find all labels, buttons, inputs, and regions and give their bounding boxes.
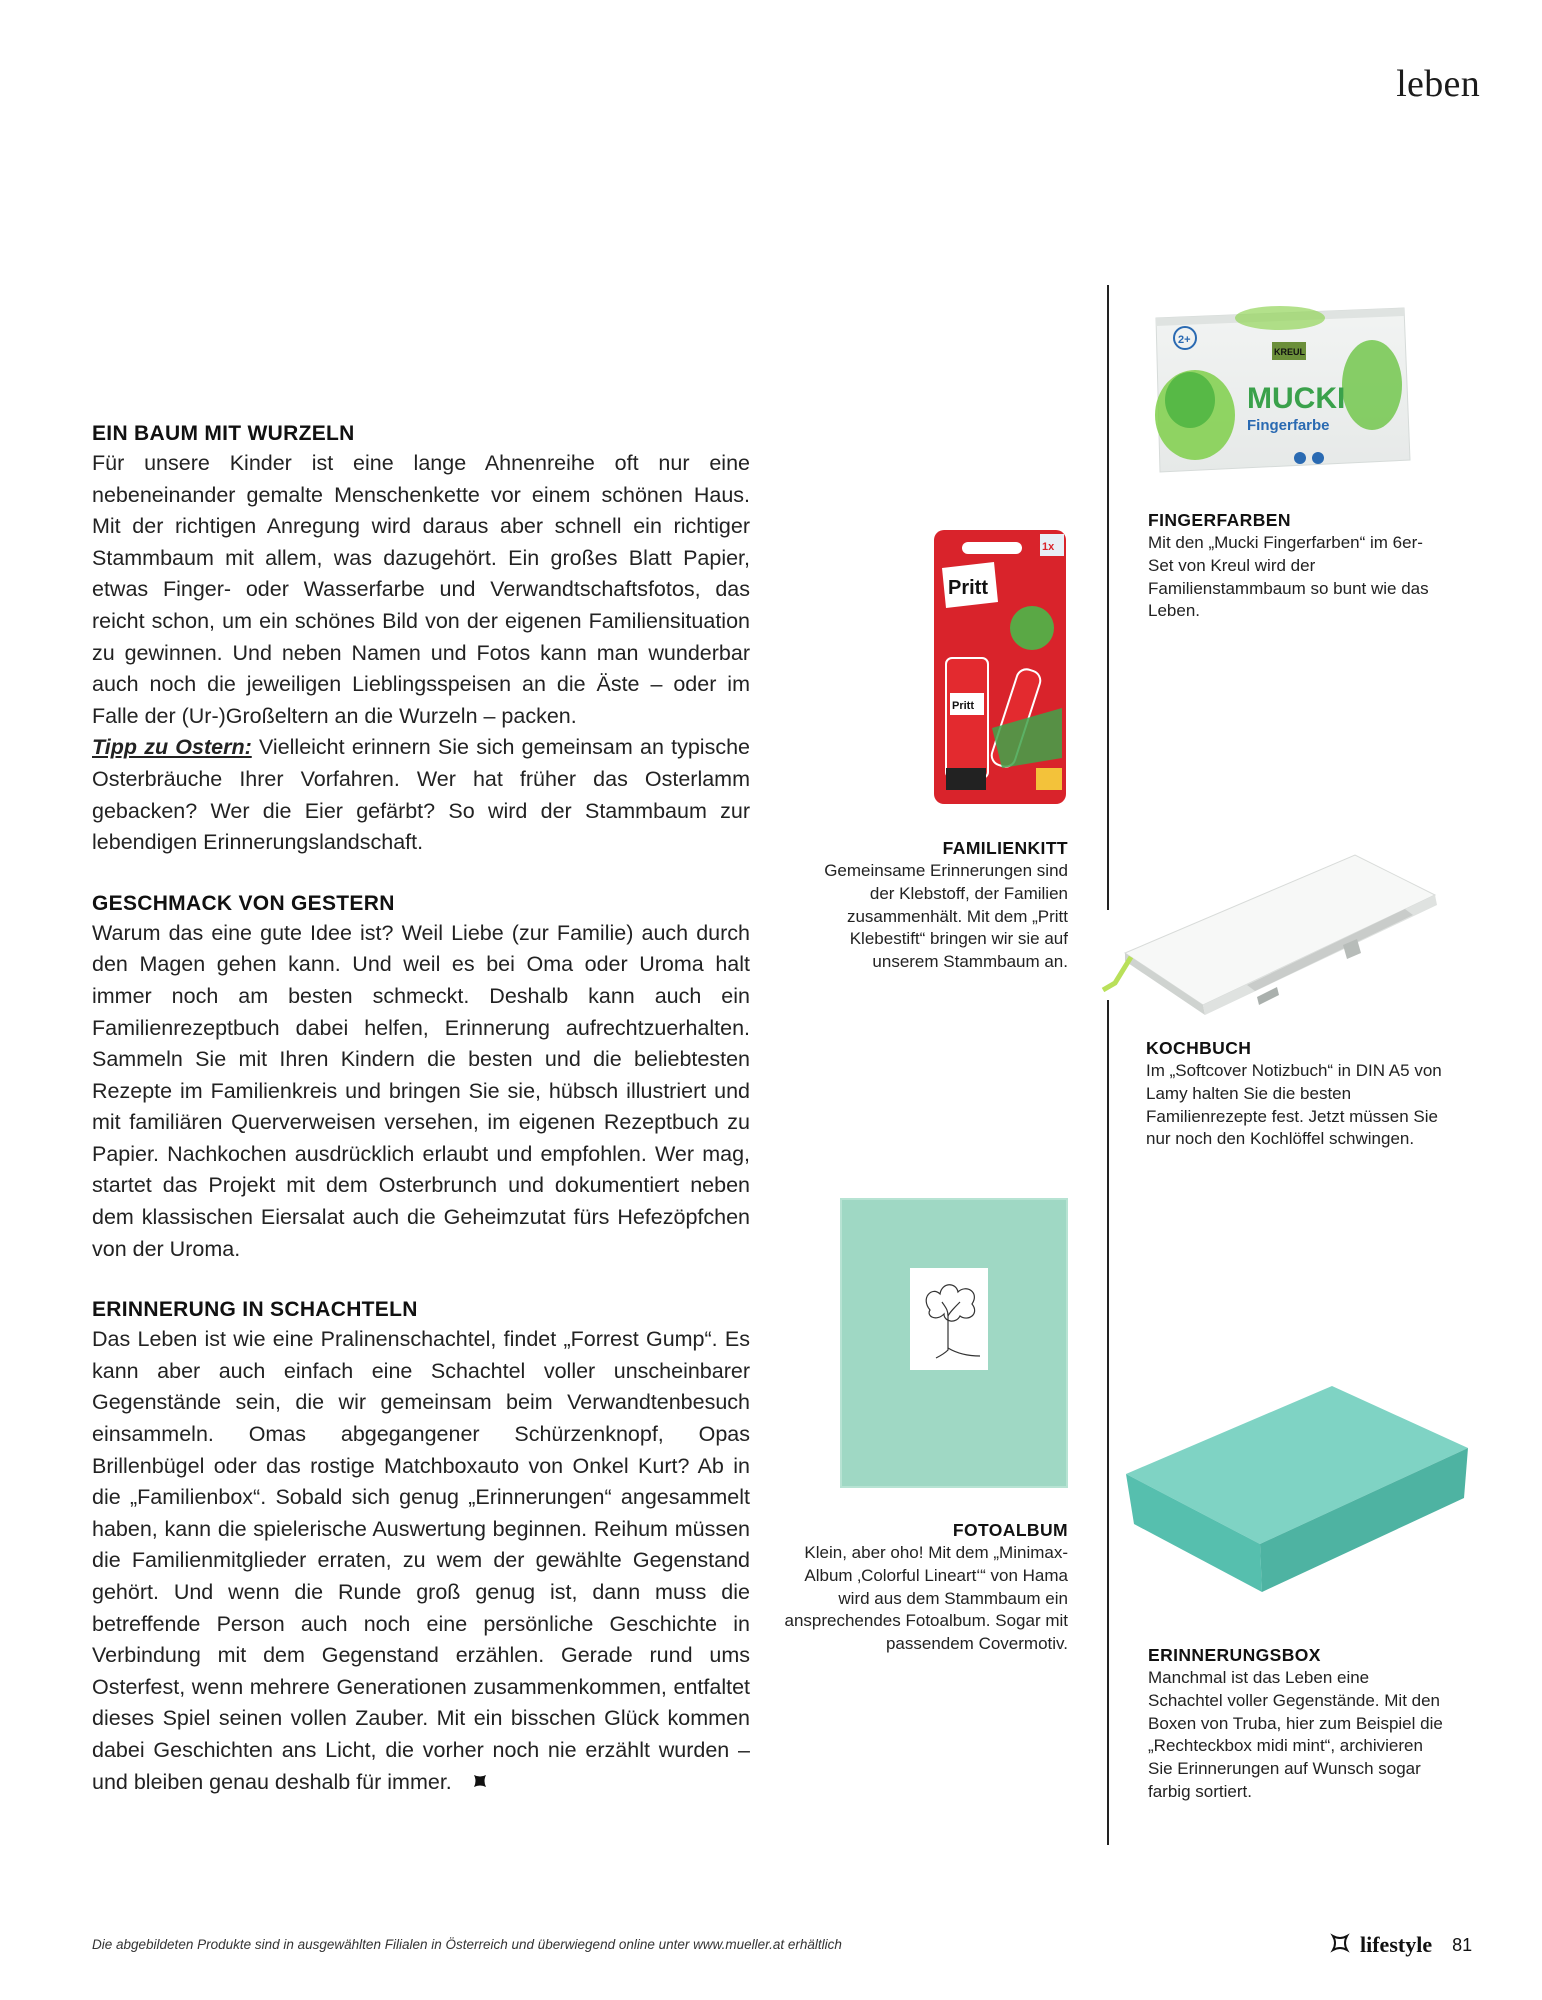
svg-text:2+: 2+ xyxy=(1178,334,1191,346)
magazine-brand xyxy=(1330,1932,1472,1958)
kochbuch-caption xyxy=(1146,1036,1446,1151)
fingerfarben-caption xyxy=(1148,508,1438,623)
column-divider xyxy=(1107,285,1109,910)
article-section-stammbaum xyxy=(92,420,750,859)
notebook-product-image xyxy=(1085,845,1457,1023)
section-heading: ERINNERUNG IN SCHACHTELN xyxy=(92,1298,418,1322)
section-body: Das Leben ist wie eine Pralinenschachtel, findet „Forrest Gump“. Es kann aber auch einfach eine Schachtel voller unscheinbarer Gegenstände sein, die wir gemeinsam beim Verwandtenbesuch einsammeln. Omas abgegangener Schürzenknopf, Opas Brillenbügel oder das rostige Matchboxauto von Onkel Kurt? Ab in die „Familienbox“. Sobald sich genug „Erinnerungen“ angesammelt haben, kann die spielerische Auswertung beginnen. Reihum müssen die Familienmitglieder erraten, zu wem der gewählte Gegenstand gehört. Und wenn die Runde groß genug ist, dann muss die betreffende Person auch noch eine persönliche Geschichte in Verbindung mit dem Gegenstand erzählen. Gerade rund ums Osterfest, wenn mehrere Generationen zusammenkommen, entfaltet dieses Spiel seinen vollen Zauber. Mit ein bisschen Glück kommen dabei Geschichten ans Licht, die vorher noch nie erzählt wurden – und bleiben genau deshalb für immer. xyxy=(92,1327,750,1794)
section-label: leben xyxy=(1396,63,1480,105)
svg-text:MUCKI: MUCKI xyxy=(1247,382,1346,415)
familienkitt-caption xyxy=(800,836,1068,974)
section-heading: GESCHMACK VON GESTERN xyxy=(92,891,395,915)
article-section-rezeptbuch xyxy=(92,890,750,1266)
product-title: KOCHBUCH xyxy=(1146,1038,1252,1058)
svg-text:Pritt: Pritt xyxy=(952,700,974,712)
tip-body: Vielleicht erinnern Sie sich gemeinsam an typische Osterbräuche Ihrer Vorfahren. Wer hat früher das Osterlamm gebacken? Wer die Eier gefärbt? So wird der Stammbaum zur lebendigen Erinnerungslandschaft. xyxy=(92,735,750,855)
erinnerungsbox-caption xyxy=(1148,1643,1448,1804)
svg-text:KREUL: KREUL xyxy=(1274,347,1305,357)
section-heading: EIN BAUM MIT WURZELN xyxy=(92,422,355,445)
article-section-schachteln xyxy=(92,1296,750,1798)
availability-note: Die abgebildeten Produkte sind in ausgewählten Filialen in Österreich und überwiegend online unter www.mueller.at erhältlich xyxy=(92,1937,842,1952)
article-column xyxy=(92,420,750,1830)
product-description: Mit den „Mucki Fingerfarben“ im 6er-Set von Kreul wird der Familienstammbaum so bunt wie das Leben. xyxy=(1148,533,1429,621)
svg-text:Fingerfarbe: Fingerfarbe xyxy=(1247,417,1330,434)
fotoalbum-product-image xyxy=(840,1198,1068,1488)
page-number: 81 xyxy=(1452,1934,1473,1955)
fingerfarben-product-image xyxy=(1150,300,1412,482)
product-title: FAMILIENKITT xyxy=(942,838,1068,858)
product-title: ERINNERUNGSBOX xyxy=(1148,1645,1321,1665)
flower-endmark-icon xyxy=(472,1767,488,1799)
product-description: Im „Softcover Notizbuch“ in DIN A5 von Lamy halten Sie die besten Familienrezepte fest. Jetzt müssen Sie nur noch den Kochlöffel schwingen. xyxy=(1146,1061,1442,1149)
section-body: Für unsere Kinder ist eine lange Ahnenreihe oft nur eine nebeneinander gemalte Menschenkette vor einem schönen Haus. Mit der richtigen Anregung wird daraus aber schnell ein richtiger Stammbaum mit allem, was dazugehört. Ein großes Blatt Papier, etwas Finger- oder Wasserfarbe und Verwandtschaftsfotos, das reicht schon, um ein schönes Bild von der eigenen Familiensituation zu gewinnen. Und neben Namen und Fotos kann man wunderbar auch noch die jeweiligen Lieblingsspeisen an die Äste – oder im Falle der (Ur-)Großeltern an die Wurzeln – packen. xyxy=(92,451,750,728)
tip-label: Tipp zu Ostern: xyxy=(92,735,252,760)
flower-outline-icon xyxy=(1330,1933,1350,1958)
svg-text:1x: 1x xyxy=(1042,541,1055,553)
column-divider xyxy=(1107,1000,1109,1845)
brand-name: lifestyle xyxy=(1360,1932,1433,1957)
section-body: Warum das eine gute Idee ist? Weil Liebe (zur Familie) auch durch den Magen gehen kann. Und weil es bei Oma oder Uroma halt immer noch am besten schmeckt. Deshalb kann auch ein Familienrezeptbuch dabei helfen, Erinnerung aufrechtzuerhalten. Sammeln Sie mit Ihren Kindern die besten und die beliebtesten Rezepte im Familienkreis und bringen Sie sie, hübsch illustriert und mit familiären Querverweisen versehen, im eigenen Rezeptbuch zu Papier. Nachkochen ausdrücklich erlaubt und empfohlen. Wer mag, startet das Projekt mit dem Osterbrunch und dokumentiert neben dem klassischen Eiersalat auch die Geheimzutat fürs Hefezöpfchen von der Uroma. xyxy=(92,920,750,1261)
product-title: FINGERFARBEN xyxy=(1148,510,1291,530)
svg-text:Pritt: Pritt xyxy=(948,577,988,599)
erinnerungsbox-product-image xyxy=(1122,1384,1472,1594)
product-description: Gemeinsame Erinnerungen sind der Klebstoff, der Familien zusammenhält. Mit dem „Pritt Klebestift“ bringen wir sie auf unserem Stammbaum an. xyxy=(824,861,1068,972)
product-title: FOTOALBUM xyxy=(952,1520,1068,1540)
fotoalbum-caption xyxy=(780,1518,1068,1656)
pritt-product-image xyxy=(932,528,1068,806)
product-description: Manchmal ist das Leben eine Schachtel voller Gegenstände. Mit den Boxen von Truba, hier zum Beispiel die „Rechteckbox midi mint“, archivieren Sie Erinnerungen auf Wunsch sogar farbig sortiert. xyxy=(1148,1668,1443,1801)
product-description: Klein, aber oho! Mit dem „Minimax-Album ‚Colorful Lineart‘“ von Hama wird aus dem Stammbaum ein ansprechendes Fotoalbum. Sogar mit passendem Covermotiv. xyxy=(784,1543,1068,1654)
